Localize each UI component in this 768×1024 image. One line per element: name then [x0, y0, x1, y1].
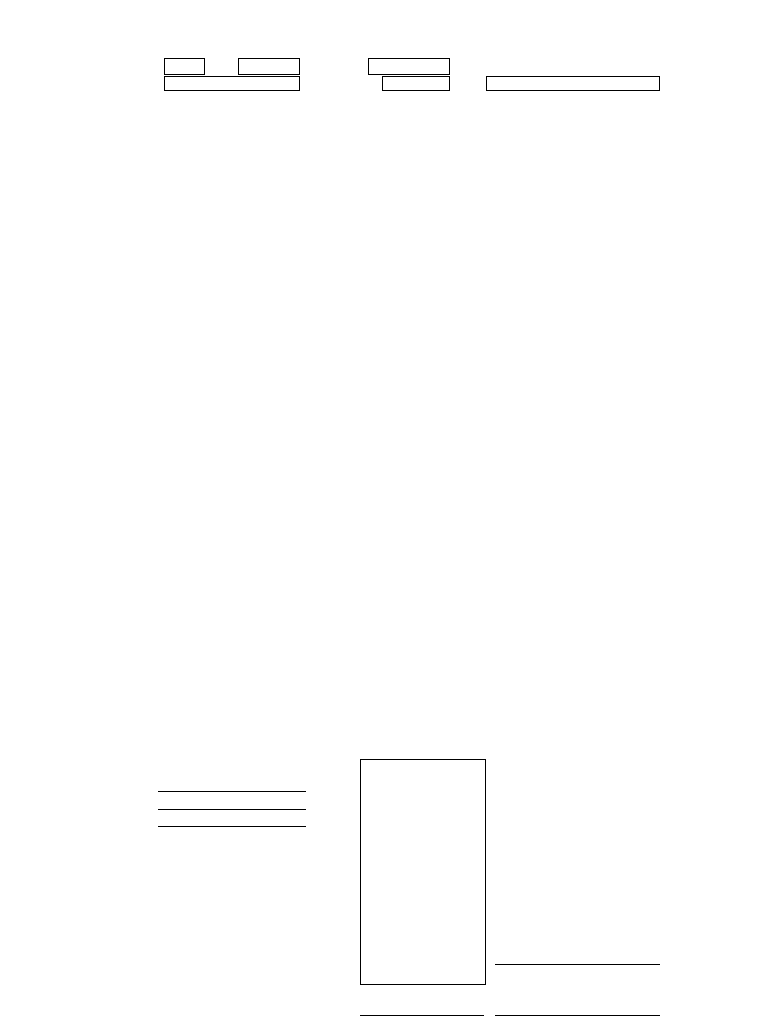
formula-b-num — [158, 809, 306, 810]
school-name-field[interactable] — [164, 76, 300, 91]
generated-line — [360, 1015, 484, 1016]
formula-c-num — [158, 826, 306, 827]
school-id-field[interactable] — [164, 58, 205, 75]
formula-a-num — [158, 791, 306, 792]
head-line — [495, 1015, 660, 1016]
adviser-line — [495, 964, 660, 965]
section-field[interactable] — [486, 76, 660, 91]
grade-level-field[interactable] — [382, 76, 450, 91]
school-year-field[interactable] — [238, 58, 300, 75]
codes-box — [360, 759, 486, 985]
report-month-field[interactable] — [368, 58, 450, 75]
